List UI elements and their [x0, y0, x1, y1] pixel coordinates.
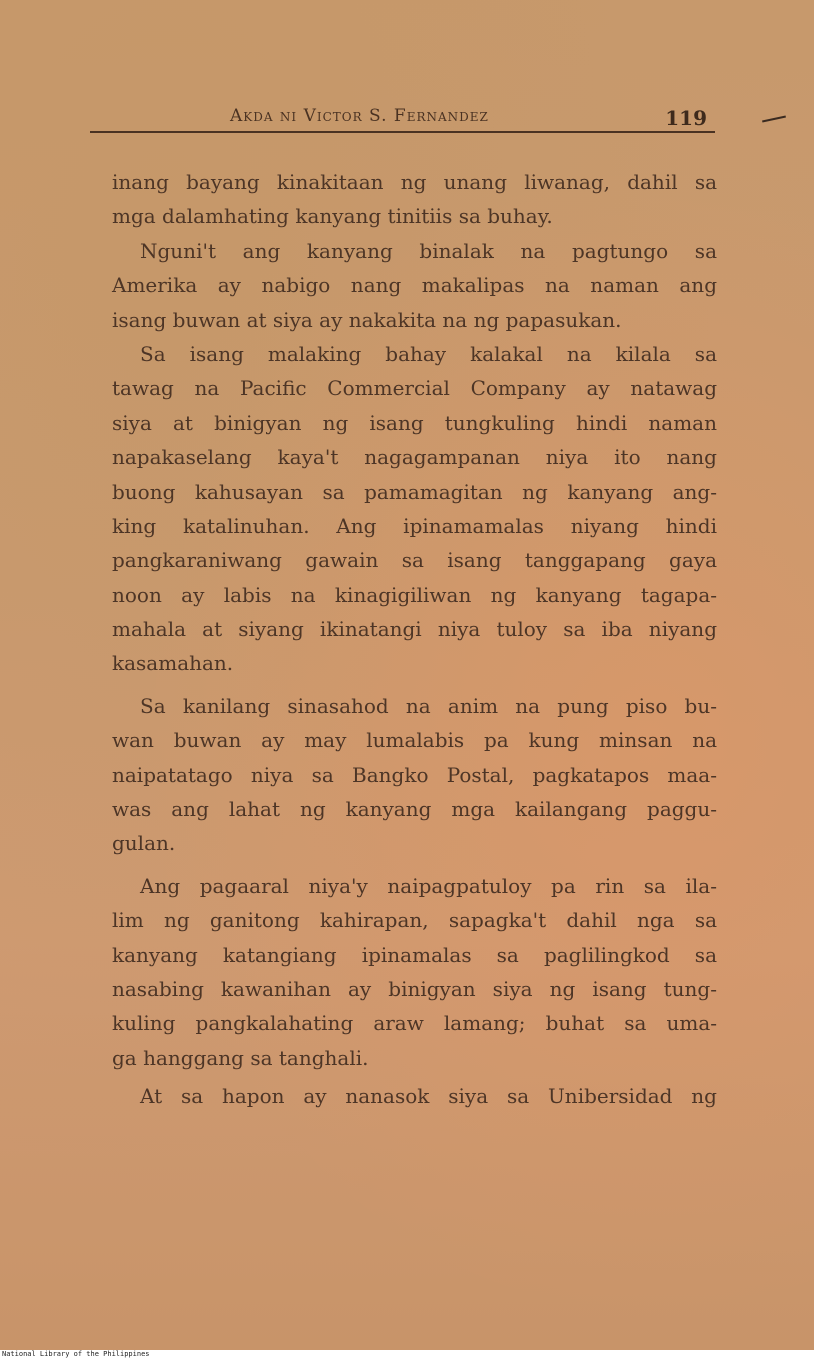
- text-line: Sa isang malaking bahay kalakal na kilala sa: [140, 341, 717, 366]
- text-line: naipatatago niya sa Bangko Postal, pagkatapos maa-: [112, 762, 717, 787]
- paragraph-gap: [112, 861, 717, 869]
- text-line: tawag na Pacific Commercial Company ay natawag: [112, 376, 717, 401]
- text-line: kuling pangkalahating araw lamang; buhat sa uma-: [112, 1011, 717, 1036]
- margin-mark: [762, 116, 786, 123]
- text-line: ga hanggang sa tanghali.: [112, 1045, 369, 1070]
- text-line: wan buwan ay may lumalabis pa kung minsan na: [112, 728, 717, 753]
- text-line: mga dalamhating kanyang tinitiis sa buhay.: [112, 204, 553, 229]
- scan-credit: National Library of the Philippines: [0, 1350, 814, 1358]
- text-line: siya at binigyan ng isang tungkuling hindi naman: [112, 410, 717, 435]
- text-line: Ang pagaaral niya'y naipagpatuloy pa rin sa ila-: [140, 873, 717, 898]
- body-text: [112, 165, 717, 1114]
- text-line: lim ng ganitong kahirapan, sapagka't dahil nga sa: [112, 908, 717, 933]
- header-rule: [90, 131, 715, 133]
- text-line: kanyang katangiang ipinamalas sa paglilingkod sa: [112, 942, 717, 967]
- text-line: buong kahusayan sa pamamagitan ng kanyang ang-: [112, 479, 717, 504]
- text-line: was ang lahat ng kanyang mga kailangang paggu-: [112, 797, 717, 822]
- text-line: Nguni't ang kanyang binalak na pagtungo sa: [140, 238, 717, 263]
- page-header: [90, 100, 715, 130]
- page-number: 119: [665, 106, 707, 130]
- running-head: Akda ni Victor S. Fernandez: [230, 106, 489, 126]
- text-line: pangkaraniwang gawain sa isang tanggapang gaya: [112, 548, 717, 573]
- text-line: napakaselang kaya't nagagampanan niya ito nang: [112, 445, 717, 470]
- text-line: kasamahan.: [112, 651, 234, 676]
- text-line: At sa hapon ay nanasok siya sa Unibersidad ng: [140, 1084, 717, 1109]
- text-line: mahala at siyang ikinatangi niya tuloy sa iba niyang: [112, 617, 717, 642]
- text-line: isang buwan at siya ay nakakita na ng papasukan.: [112, 307, 622, 332]
- text-line: gulan.: [112, 831, 176, 856]
- text-line: Amerika ay nabigo nang makalipas na naman ang: [112, 273, 717, 298]
- text-line: noon ay labis na kinagigiliwan ng kanyang tagapa-: [112, 582, 717, 607]
- text-line: king katalinuhan. Ang ipinamamalas niyang hindi: [112, 513, 717, 538]
- text-line: inang bayang kinakitaan ng unang liwanag, dahil sa: [112, 170, 717, 194]
- text-line: nasabing kawanihan ay binigyan siya ng isang tung-: [112, 976, 717, 1001]
- text-line: Sa kanilang sinasahod na anim na pung piso bu-: [140, 693, 717, 718]
- paragraph-gap: [112, 681, 717, 689]
